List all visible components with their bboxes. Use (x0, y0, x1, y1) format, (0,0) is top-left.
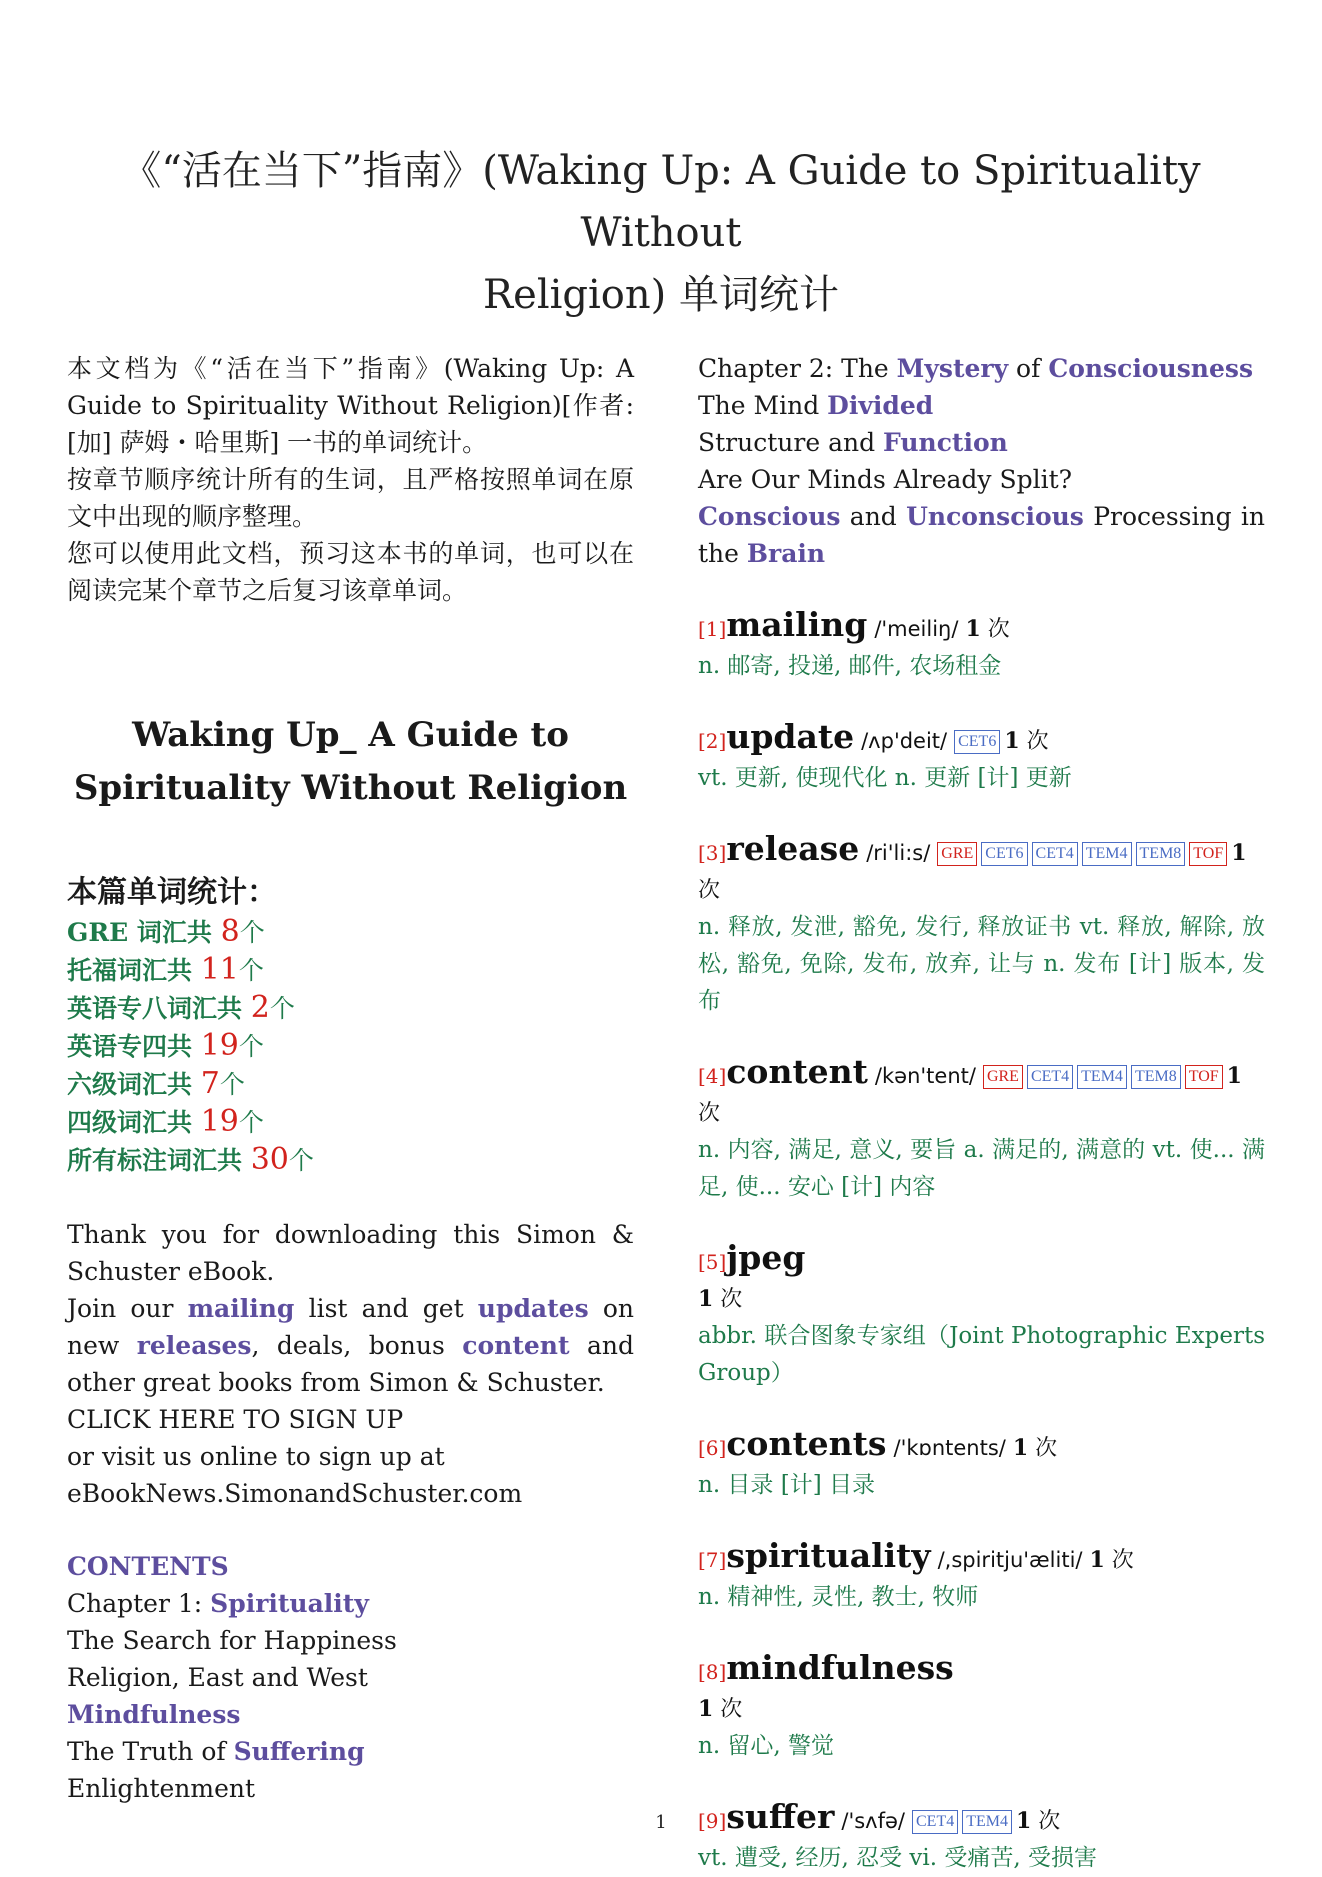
entry-count: 1 次 (1012, 1435, 1058, 1461)
chapter-toc (698, 350, 1265, 572)
book-title-line: Waking Up_ A Guide to (132, 715, 569, 755)
page-number: 1 (655, 1812, 667, 1833)
toc-item: Conscious and Unconscious Processing in the Brain (698, 502, 1265, 568)
exam-badge: TEM8 (1131, 1065, 1181, 1089)
toc-item: Chapter 2: The Mystery of Consciousness (698, 354, 1254, 383)
signup-link[interactable]: CLICK HERE TO SIGN UP (67, 1405, 404, 1434)
stat-line (67, 913, 634, 951)
keyword-updates: updates (477, 1294, 589, 1323)
entry-headline (698, 1425, 1265, 1467)
entry-count: 1 次 (698, 840, 1247, 903)
toc-item: Structure and Function (698, 428, 1008, 457)
exam-badge: CET6 (981, 842, 1027, 866)
entry-definition: n. 留心, 警觉 (698, 1733, 835, 1759)
toc-item: The Mind Divided (698, 391, 934, 420)
exam-badge: TEM4 (1077, 1065, 1127, 1089)
exam-badge: CET4 (1032, 842, 1078, 866)
entry-index: [2] (698, 729, 727, 753)
entry-count: 1 次 (698, 1286, 743, 1312)
vocab-list (698, 606, 1265, 1877)
intro-paragraph: 您可以使用此文档，预习这本书的单词，也可以在阅读完某个章节之后复习该章单词。 (67, 539, 634, 605)
stat-count: 19 (200, 1104, 239, 1139)
stat-count: 2 (250, 990, 270, 1025)
page-title (60, 140, 1262, 326)
entry-count: 1 次 (1004, 728, 1049, 754)
entry-count: 1 次 (1089, 1547, 1134, 1573)
stat-label: 英语专八词汇共 (67, 994, 251, 1023)
keyword-divided: Divided (827, 391, 934, 420)
entry-count: 1 次 (698, 1696, 743, 1722)
stat-line (67, 951, 634, 989)
exam-badge: CET6 (954, 730, 1000, 754)
exam-badge: GRE (937, 842, 977, 866)
stat-unit: 个 (288, 1146, 314, 1175)
entry-count: 1 次 (698, 1063, 1242, 1126)
title-line-2: Religion) 单词统计 (483, 272, 839, 318)
entry-headline (698, 1239, 1265, 1318)
toc-item: Religion, East and West (67, 1663, 368, 1692)
website-link[interactable]: eBookNews.SimonandSchuster.com (67, 1479, 523, 1508)
title-line-1: 《“活在当下”指南》(Waking Up: A Guide to Spirituality Without (121, 148, 1201, 256)
stat-unit: 个 (239, 918, 265, 947)
entry-index: [7] (698, 1548, 727, 1572)
keyword-conscious: Conscious (698, 502, 841, 531)
keyword-mindfulness: Mindfulness (67, 1700, 241, 1729)
entry-word: jpeg (726, 1238, 806, 1277)
entry-phonetic: /kən'tent/ (874, 1064, 976, 1088)
stats-heading: 本篇单词统计： (67, 875, 277, 910)
entry-definition: abbr. 联合图象专家组（Joint Photographic Experts Group） (698, 1323, 1265, 1386)
entry-index: [6] (698, 1436, 727, 1460)
keyword-consciousness: Consciousness (1048, 354, 1254, 383)
stat-unit: 个 (269, 994, 295, 1023)
entry-index: [8] (698, 1660, 727, 1684)
toc-item: Are Our Minds Already Split? (698, 465, 1073, 494)
promo-text (67, 1216, 634, 1512)
toc-item (67, 1696, 634, 1733)
entry-definition: vt. 遭受, 经历, 忍受 vi. 受痛苦, 受损害 (698, 1845, 1098, 1871)
right-column (698, 350, 1265, 1877)
stat-unit: 个 (238, 1108, 264, 1137)
entry-headline (698, 1053, 1265, 1132)
stat-label: 所有标注词汇共 (67, 1146, 251, 1175)
entry-definition: n. 内容, 满足, 意义, 要旨 a. 满足的, 满意的 vt. 使... 满足, 使... 安心 [计] 内容 (698, 1137, 1265, 1200)
exam-badge: TEM4 (962, 1810, 1012, 1834)
promo-line: Join our mailing list and get updates on new releases, deals, bonus content and other great books from Simon & Schuster. (67, 1294, 634, 1397)
toc-heading: CONTENTS (67, 1552, 229, 1581)
entry-word: mindfulness (726, 1648, 954, 1687)
stat-label: 四级词汇共 (67, 1108, 201, 1137)
entry-count: 1 次 (1016, 1808, 1061, 1834)
vocab-entry (698, 606, 1265, 685)
keyword-mailing: mailing (187, 1294, 295, 1323)
stats-list (67, 913, 634, 1179)
promo-line: or visit us online to sign up at (67, 1442, 445, 1471)
stat-line (67, 1103, 634, 1141)
entry-definition: n. 释放, 发泄, 豁免, 发行, 释放证书 vt. 释放, 解除, 放松, 豁免, 免除, 发布, 放弃, 让与 n. 发布 [计] 版本, 发布 (698, 914, 1265, 1014)
intro (67, 350, 634, 609)
stat-label: GRE 词汇共 (67, 918, 221, 947)
book-title (67, 709, 634, 815)
exam-badge: TOF (1185, 1065, 1223, 1089)
book-title-line: Spirituality Without Religion (73, 768, 628, 808)
entry-phonetic: /'kɒntents/ (893, 1436, 1006, 1460)
entry-word: spirituality (726, 1536, 931, 1575)
vocab-entry (698, 718, 1265, 797)
keyword-brain: Brain (746, 539, 826, 568)
vocab-entry (698, 1425, 1265, 1504)
stat-count: 11 (200, 952, 239, 987)
stat-count: 30 (250, 1142, 289, 1177)
exam-badge: TOF (1189, 842, 1227, 866)
stat-label: 托福词汇共 (67, 956, 201, 985)
entry-word: contents (726, 1424, 887, 1463)
entry-phonetic: /ʌp'deit/ (861, 729, 948, 753)
exam-badge: TEM8 (1136, 842, 1186, 866)
toc-item: The Search for Happiness (67, 1626, 397, 1655)
entry-index: [9] (698, 1809, 727, 1833)
exam-badge: GRE (983, 1065, 1023, 1089)
stat-unit: 个 (238, 1032, 264, 1061)
entry-definition: n. 目录 [计] 目录 (698, 1472, 876, 1498)
vocab-entry (698, 1053, 1265, 1206)
intro-paragraph: 按章节顺序统计所有的生词，且严格按照单词在原文中出现的顺序整理。 (67, 465, 634, 531)
stat-unit: 个 (219, 1070, 245, 1099)
exam-badge: CET4 (1027, 1065, 1073, 1089)
stat-count: 19 (200, 1028, 239, 1063)
entry-headline (698, 830, 1265, 909)
vocab-entry (698, 830, 1265, 1020)
entry-phonetic: /,spiritju'æliti/ (937, 1548, 1083, 1572)
promo-line: Thank you for downloading this Simon & Schuster eBook. (67, 1220, 634, 1286)
exam-badge: TEM4 (1082, 842, 1132, 866)
entry-word: mailing (726, 605, 868, 644)
entry-phonetic: /ri'li:s/ (866, 841, 931, 865)
stat-count: 7 (200, 1066, 220, 1101)
stat-line (67, 1065, 634, 1103)
entry-word: content (726, 1052, 868, 1091)
stat-unit: 个 (238, 956, 264, 985)
stat-label: 六级词汇共 (67, 1070, 201, 1099)
keyword-content: content (462, 1331, 570, 1360)
entry-headline (698, 1649, 1265, 1728)
stat-label: 英语专四共 (67, 1032, 201, 1061)
entry-word: update (726, 717, 855, 756)
entry-headline (698, 718, 1265, 760)
keyword-function: Function (883, 428, 1008, 457)
vocab-entry (698, 1798, 1265, 1877)
entry-count: 1 次 (965, 616, 1010, 642)
keyword-mystery: Mystery (896, 354, 1009, 383)
vocab-entry (698, 1649, 1265, 1765)
vocab-entry (698, 1239, 1265, 1392)
toc-item: Chapter 1: Spirituality (67, 1589, 369, 1618)
left-column (67, 350, 634, 1807)
entry-definition: n. 邮寄, 投递, 邮件, 农场租金 (698, 653, 1002, 679)
entry-index: [4] (698, 1064, 727, 1088)
entry-word: suffer (726, 1797, 835, 1836)
toc-item: The Truth of Suffering (67, 1737, 365, 1766)
entry-definition: n. 精神性, 灵性, 教士, 牧师 (698, 1584, 979, 1610)
entry-headline (698, 606, 1265, 648)
exam-badge: CET4 (912, 1810, 958, 1834)
intro-paragraph: 本文档为《“活在当下”指南》(Waking Up: A Guide to Spirituality Without Religion)[作者: [加] 萨姆・哈里斯] 一书的单词统计。 (67, 354, 634, 457)
keyword-spirituality: Spirituality (210, 1589, 369, 1618)
keyword-unconscious: Unconscious (906, 502, 1084, 531)
entry-headline (698, 1537, 1265, 1579)
entry-word: release (726, 829, 860, 868)
stat-line (67, 989, 634, 1027)
entry-index: [5] (698, 1250, 727, 1274)
stat-count: 8 (220, 914, 240, 949)
entry-definition: vt. 更新, 使现代化 n. 更新 [计] 更新 (698, 765, 1072, 791)
entry-phonetic: /'meiliŋ/ (874, 617, 959, 641)
entry-index: [1] (698, 617, 727, 641)
table-of-contents (67, 1548, 634, 1807)
toc-item: Enlightenment (67, 1774, 256, 1803)
stat-line (67, 1141, 634, 1179)
keyword-suffering: Suffering (233, 1737, 365, 1766)
stat-line (67, 1027, 634, 1065)
keyword-releases: releases (136, 1331, 252, 1360)
entry-index: [3] (698, 841, 727, 865)
vocab-entry (698, 1537, 1265, 1616)
entry-phonetic: /'sʌfə/ (841, 1809, 905, 1833)
